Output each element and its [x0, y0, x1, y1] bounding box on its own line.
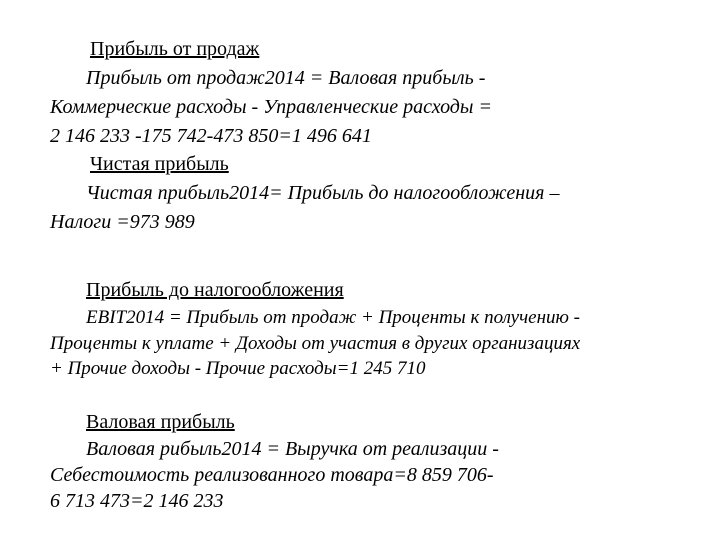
heading-gross-profit: Валовая прибыль — [86, 411, 235, 433]
formula-gross-profit-line-1: Валовая рибыль2014 = Выручка от реализации - — [86, 438, 499, 460]
formula-profit-before-tax-line-2: Проценты к уплате + Доходы от участия в других организациях — [50, 333, 581, 354]
heading-profit-before-tax: Прибыль до налогообложения — [86, 279, 344, 301]
heading-net-profit: Чистая прибыль — [90, 153, 229, 175]
formula-gross-profit-line-2: Себестоимость реализованного товара=8 859 706- — [50, 464, 494, 486]
formula-sales-profit-line-1: Прибыль от продаж2014 = Валовая прибыль - — [86, 67, 486, 89]
formula-profit-before-tax-line-1: EBIT2014 = Прибыль от продаж + Проценты к получению - — [86, 307, 580, 328]
formula-net-profit-line-1: Чистая прибыль2014= Прибыль до налогообложения – — [86, 182, 560, 204]
formula-profit-before-tax-line-3: + Прочие доходы - Прочие расходы=1 245 710 — [50, 358, 426, 379]
formula-sales-profit-line-3: 2 146 233 -175 742-473 850=1 496 641 — [50, 125, 372, 147]
heading-sales-profit: Прибыль от продаж — [90, 38, 260, 60]
formula-sales-profit-line-2: Коммерческие расходы - Управленческие расходы = — [50, 96, 492, 118]
formula-net-profit-line-2: Налоги =973 989 — [50, 211, 195, 233]
formula-gross-profit-line-3: 6 713 473=2 146 233 — [50, 490, 224, 512]
